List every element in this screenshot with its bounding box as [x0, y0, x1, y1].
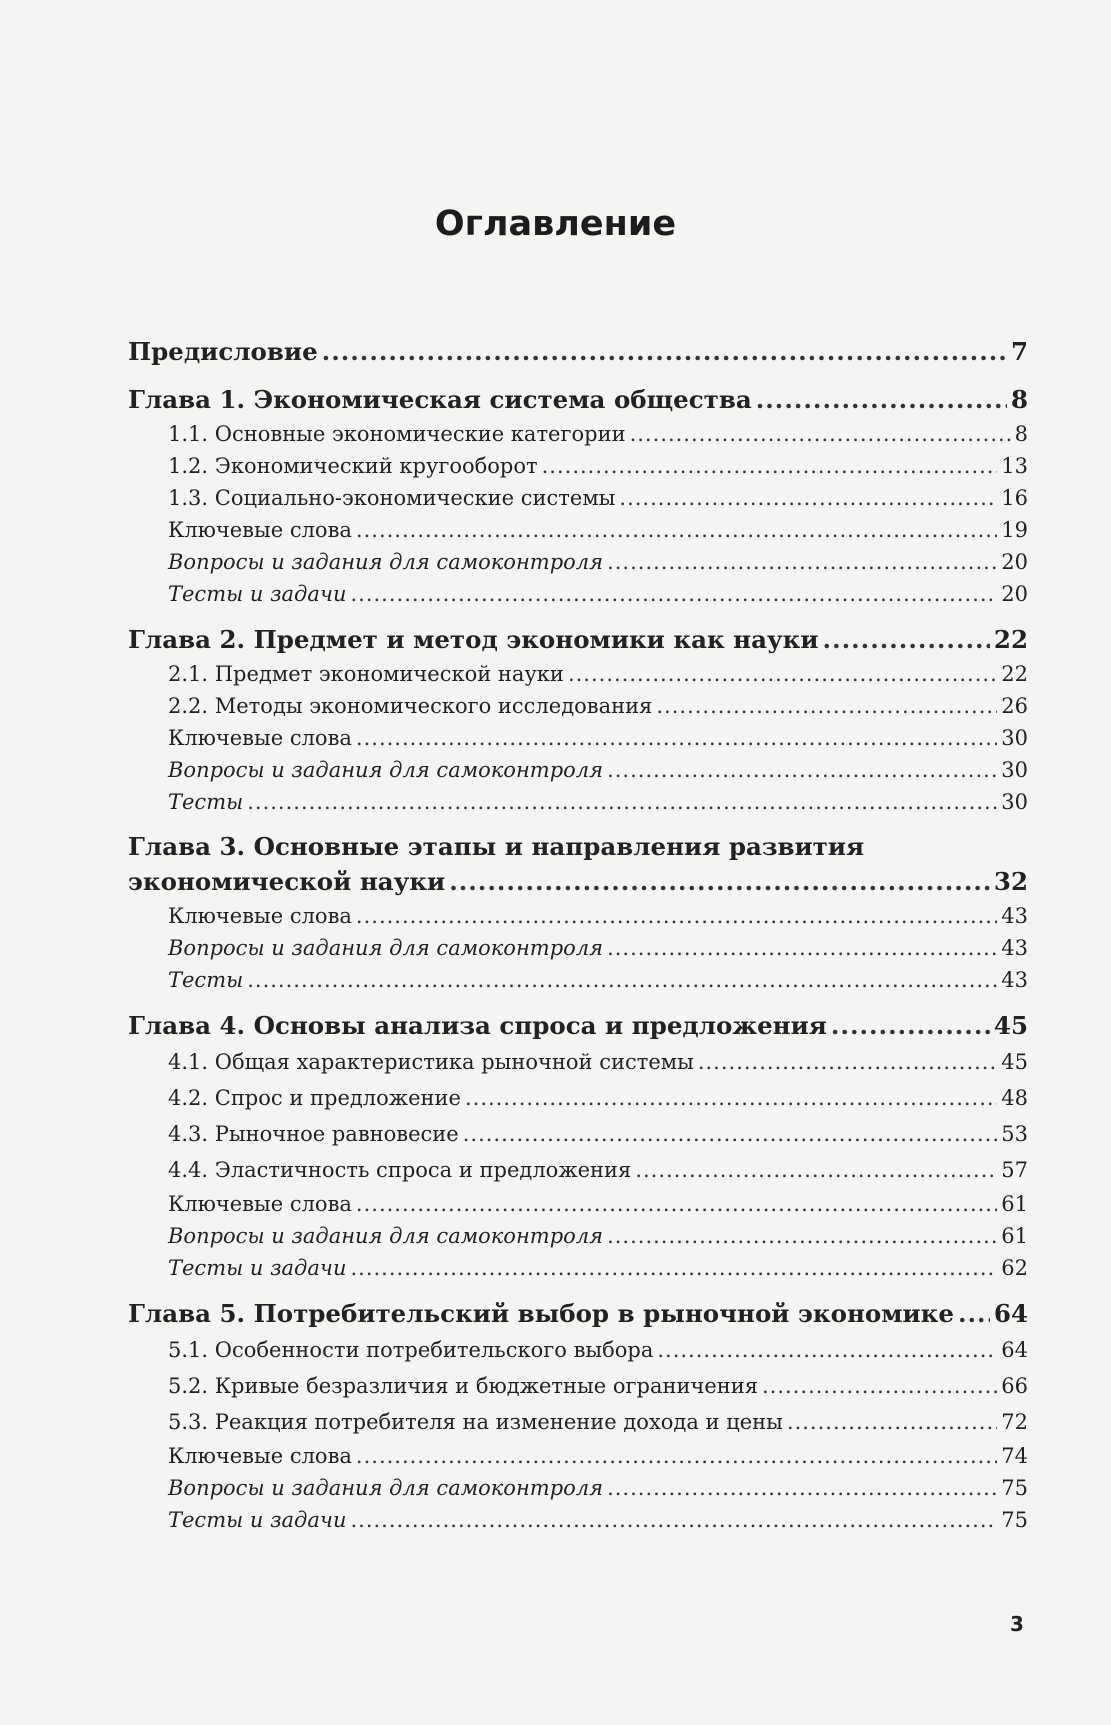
toc-item-label: 4.3. Рыночное равновесие — [168, 1122, 459, 1146]
dot-leader — [356, 1188, 997, 1220]
toc-item-label: 5.1. Особенности потребительского выбора — [168, 1338, 654, 1362]
toc-item-label: Ключевые слова — [168, 1444, 352, 1468]
toc-item[interactable] — [128, 1368, 1028, 1404]
toc-item-questions[interactable] — [128, 1472, 1028, 1504]
dot-leader — [756, 382, 1007, 418]
toc-chapter-1[interactable] — [128, 382, 1028, 418]
toc-item-page: 22 — [1001, 662, 1028, 686]
toc-item-label: 2.1. Предмет экономической науки — [168, 662, 564, 686]
dot-leader — [607, 1220, 997, 1252]
toc-item-label: 2.2. Методы экономического исследования — [168, 694, 653, 718]
toc-item-questions[interactable] — [128, 1220, 1028, 1252]
toc-item-label: 1.2. Экономический кругооборот — [168, 454, 538, 478]
toc-item-tests[interactable] — [128, 1252, 1028, 1284]
dot-leader — [635, 1152, 997, 1188]
toc-item-tests[interactable] — [128, 964, 1028, 996]
toc-chapter-label-line2: экономической науки — [128, 867, 446, 896]
toc-item[interactable] — [128, 418, 1028, 450]
dot-leader — [607, 932, 997, 964]
dot-leader — [356, 1440, 997, 1472]
toc-chapter-label: Глава 1. Экономическая система общества — [128, 385, 752, 414]
dot-leader — [247, 964, 997, 996]
toc-item[interactable] — [128, 450, 1028, 482]
dot-leader — [762, 1368, 997, 1404]
toc-item-label: 5.2. Кривые безразличия и бюджетные ограничения — [168, 1374, 759, 1398]
toc-item-tests[interactable] — [128, 786, 1028, 818]
toc-item-keywords[interactable] — [128, 514, 1028, 546]
toc-item-tests[interactable] — [128, 578, 1028, 610]
toc-chapter-label-line1: Глава 3. Основные этапы и направления развития — [128, 832, 865, 861]
toc-item-label: 1.1. Основные экономические категории — [168, 422, 626, 446]
toc-chapter-page: 32 — [993, 867, 1028, 896]
toc-item-page: 45 — [1001, 1050, 1028, 1074]
toc-item[interactable] — [128, 1080, 1028, 1116]
toc-item-page: 74 — [1001, 1444, 1028, 1468]
toc-item-keywords[interactable] — [128, 900, 1028, 932]
dot-leader — [619, 482, 997, 514]
toc-item-label: Вопросы и задания для самоконтроля — [168, 1476, 604, 1500]
dot-leader — [607, 1472, 997, 1504]
toc-item-page: 61 — [1001, 1192, 1028, 1216]
toc-item-page: 61 — [1001, 1224, 1028, 1248]
toc-item-label: Вопросы и задания для самоконтроля — [168, 936, 604, 960]
toc-item-page: 30 — [1001, 726, 1028, 750]
toc-item-page: 53 — [1001, 1122, 1028, 1146]
toc-item-page: 19 — [1001, 518, 1028, 542]
toc-item-page: 30 — [1001, 790, 1028, 814]
toc-item-questions[interactable] — [128, 546, 1028, 578]
toc-item-page: 43 — [1001, 936, 1028, 960]
dot-leader — [449, 864, 990, 900]
toc-item[interactable] — [128, 482, 1028, 514]
toc-item-page: 26 — [1001, 694, 1028, 718]
toc-item-page: 16 — [1001, 486, 1028, 510]
toc-item-page: 20 — [1001, 550, 1028, 574]
dot-leader — [568, 658, 997, 690]
toc-item-label: 4.1. Общая характеристика рыночной системы — [168, 1050, 694, 1074]
toc-item-tests[interactable] — [128, 1504, 1028, 1536]
toc-chapter-3[interactable] — [128, 830, 1028, 900]
toc-item[interactable] — [128, 1152, 1028, 1188]
toc-preface[interactable] — [128, 334, 1028, 370]
toc-item-page: 62 — [1001, 1256, 1028, 1280]
toc-item-label: Вопросы и задания для самоконтроля — [168, 1224, 604, 1248]
dot-leader — [463, 1116, 998, 1152]
toc-chapter-5[interactable] — [128, 1296, 1028, 1332]
toc-item-label: 5.3. Реакция потребителя на изменение дохода и цены — [168, 1410, 783, 1434]
toc-chapter-page: 22 — [993, 625, 1028, 654]
toc-item-page: 30 — [1001, 758, 1028, 782]
dot-leader — [356, 722, 997, 754]
toc-chapter-2[interactable] — [128, 622, 1028, 658]
page-title: Оглавление — [434, 204, 677, 244]
toc-item-label: Вопросы и задания для самоконтроля — [168, 758, 604, 782]
dot-leader — [607, 754, 997, 786]
toc-item-label: Ключевые слова — [168, 726, 352, 750]
toc-entry-page: 7 — [1010, 337, 1028, 366]
toc-item-page: 75 — [1001, 1508, 1028, 1532]
dot-leader — [958, 1296, 990, 1332]
dot-leader — [350, 578, 997, 610]
dot-leader — [247, 786, 997, 818]
toc-item[interactable] — [128, 1044, 1028, 1080]
toc-item-questions[interactable] — [128, 754, 1028, 786]
toc-item-page: 13 — [1001, 454, 1028, 478]
toc-item-page: 8 — [1014, 422, 1028, 446]
dot-leader — [350, 1504, 997, 1536]
toc-item[interactable] — [128, 1116, 1028, 1152]
dot-leader — [322, 334, 1007, 370]
toc-item-page: 20 — [1001, 582, 1028, 606]
toc-item-page: 57 — [1001, 1158, 1028, 1182]
toc-item-page: 43 — [1001, 968, 1028, 992]
dot-leader — [823, 622, 990, 658]
dot-leader — [787, 1404, 997, 1440]
page-number: 3 — [1010, 1612, 1024, 1636]
dot-leader — [607, 546, 997, 578]
toc-item[interactable] — [128, 1404, 1028, 1440]
toc-chapter-label: Глава 4. Основы анализа спроса и предложения — [128, 1011, 827, 1040]
dot-leader — [356, 900, 997, 932]
toc-chapter-page: 64 — [993, 1299, 1028, 1328]
dot-leader — [465, 1080, 997, 1116]
dot-leader — [657, 1332, 997, 1368]
dot-leader — [630, 418, 1011, 450]
toc-item-page: 64 — [1001, 1338, 1028, 1362]
toc-chapter-4[interactable] — [128, 1008, 1028, 1044]
toc-item-label: 4.2. Спрос и предложение — [168, 1086, 461, 1110]
dot-leader — [831, 1008, 990, 1044]
toc-item-page: 75 — [1001, 1476, 1028, 1500]
toc-item-label: Ключевые слова — [168, 1192, 352, 1216]
toc-item-page: 72 — [1001, 1410, 1028, 1434]
toc-item-page: 66 — [1001, 1374, 1028, 1398]
dot-leader — [350, 1252, 997, 1284]
toc-chapter-label: Глава 5. Потребительский выбор в рыночной экономике — [128, 1299, 954, 1328]
toc-item-label: Вопросы и задания для самоконтроля — [168, 550, 604, 574]
toc-item-label: 4.4. Эластичность спроса и предложения — [168, 1158, 632, 1182]
toc-item-label: Ключевые слова — [168, 518, 352, 542]
toc-item-label: Ключевые слова — [168, 904, 352, 928]
toc-item-keywords[interactable] — [128, 1440, 1028, 1472]
toc-item-label: Тесты — [168, 790, 244, 814]
toc-item[interactable] — [128, 690, 1028, 722]
toc-item[interactable] — [128, 658, 1028, 690]
toc-entry-label: Предисловие — [128, 337, 318, 366]
toc-item-label: Тесты и задачи — [168, 1508, 347, 1532]
toc-chapter-page: 8 — [1010, 385, 1028, 414]
toc-item-page: 48 — [1001, 1086, 1028, 1110]
table-of-contents — [128, 334, 1028, 1536]
toc-item-label: 1.3. Социально-экономические системы — [168, 486, 616, 510]
dot-leader — [656, 690, 997, 722]
toc-item-label: Тесты и задачи — [168, 1256, 347, 1280]
toc-item-label: Тесты — [168, 968, 244, 992]
dot-leader — [356, 514, 997, 546]
toc-item[interactable] — [128, 1332, 1028, 1368]
toc-item-questions[interactable] — [128, 932, 1028, 964]
dot-leader — [698, 1044, 997, 1080]
toc-chapter-label: Глава 2. Предмет и метод экономики как науки — [128, 625, 819, 654]
toc-item-keywords[interactable] — [128, 722, 1028, 754]
dot-leader — [542, 450, 998, 482]
toc-chapter-page: 45 — [993, 1011, 1028, 1040]
toc-item-page: 43 — [1001, 904, 1028, 928]
toc-item-label: Тесты и задачи — [168, 582, 347, 606]
toc-item-keywords[interactable] — [128, 1188, 1028, 1220]
